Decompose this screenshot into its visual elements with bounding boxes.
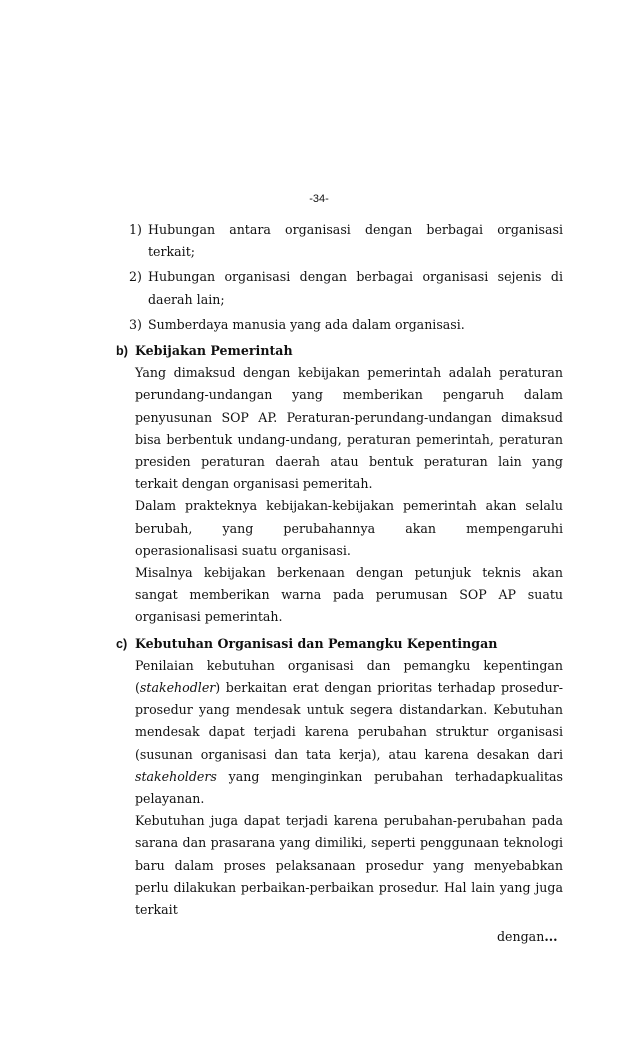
italic-term: stakehodler	[139, 680, 216, 696]
section-heading	[116, 340, 638, 362]
list-item-text: Hubungan antara organisasi dengan berbagai organisasi terkait;	[148, 222, 563, 260]
paragraph	[135, 655, 563, 810]
paragraph-text: yang menginginkan perubahan terhadapkualitas pelayanan.	[135, 768, 563, 807]
catchword-dots: ...	[544, 929, 558, 944]
catchword	[497, 929, 557, 944]
section-heading	[116, 633, 638, 655]
section-kebijakan-pemerintah	[0, 340, 638, 629]
paragraph: Misalnya kebijakan berkenaan dengan petunjuk teknis akan sangat memberikan warna pada perumusan SOP AP suatu organisasi pemerintah.	[135, 565, 563, 625]
list-item	[129, 266, 563, 310]
paragraph: Dalam prakteknya kebijakan-kebijakan pemerintah akan selalu berubah, yang perubahannya akan mempengaruhi operasionalisasi suatu organisasi.	[135, 498, 563, 558]
section-heading-text: Kebijakan Pemerintah	[135, 343, 293, 359]
list-item-number: 2)	[129, 269, 142, 285]
section-kebutuhan-organisasi	[0, 633, 638, 922]
list-item	[129, 314, 563, 336]
list-item-number: 1)	[129, 222, 142, 237]
paragraph-text: Penilaian kebutuhan organisasi dan pemangku kepentingan (	[135, 657, 563, 696]
section-letter: c)	[116, 636, 128, 651]
section-letter: b)	[116, 344, 128, 359]
paragraph: Yang dimaksud dengan kebijakan pemerintah adalah peraturan perundang-undangan yang memberikan pengaruh dalam penyusunan SOP AP. Peraturan-perundang-undangan dimaksud bisa berbentuk undang-undang, peraturan pemerintah, peraturan presiden peraturan daerah atau bentuk peraturan lain yang terkait dengan organisasi pemeritah.	[135, 365, 563, 492]
document-body	[0, 219, 638, 921]
page-number: -34-	[309, 193, 329, 205]
list-item-text: Sumberdaya manusia yang ada dalam organisasi.	[148, 316, 465, 332]
italic-term: stakeholders	[135, 768, 217, 784]
list-item-number: 3)	[129, 316, 142, 332]
paragraph: Kebutuhan juga dapat terjadi karena perubahan-perubahan pada sarana dan prasarana yang dimiliki, seperti penggunaan teknologi baru dalam proses pelaksanaan prosedur yang menyebabkan perlu dilakukan perbaikan-perbaikan prosedur. Hal lain yang juga terkait	[135, 813, 563, 918]
section-heading-text: Kebutuhan Organisasi dan Pemangku Kepentingan	[135, 635, 498, 651]
list-item	[129, 219, 563, 263]
paragraph-text: ) berkaitan erat dengan prioritas terhadap prosedur-prosedur yang mendesak untuk segera distandarkan. Kebutuhan mendesak dapat terjadi karena perubahan struktur organisasi (susunan organisasi dan tata kerja), atau karena desakan dari	[135, 680, 563, 762]
list-item-text: Hubungan organisasi dengan berbagai organisasi sejenis di daerah lain;	[148, 269, 563, 307]
catchword-text: dengan	[497, 929, 545, 944]
